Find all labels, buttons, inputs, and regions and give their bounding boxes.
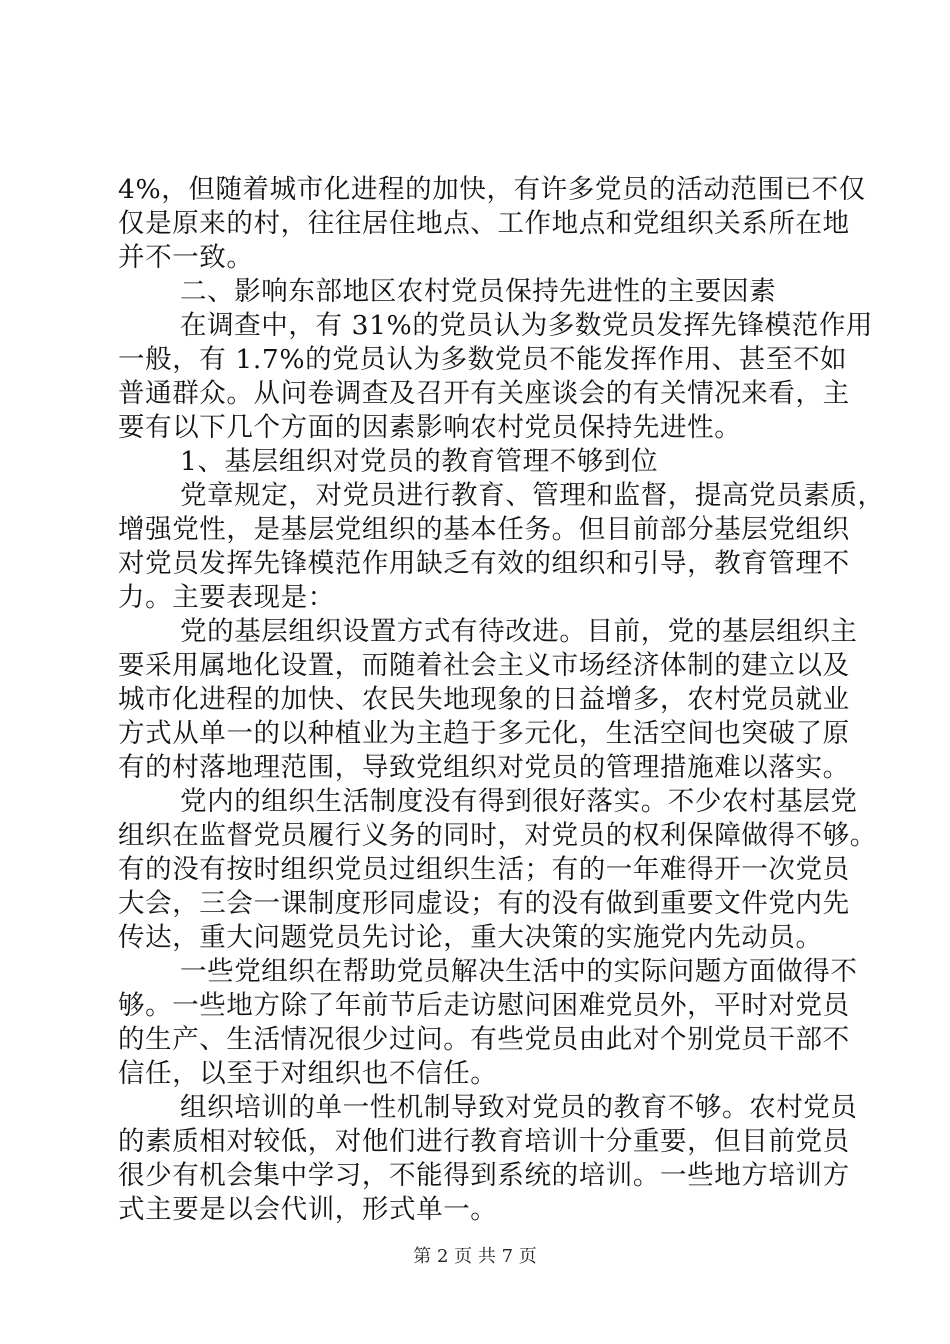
text-line-15: 要采用属地化设置，而随着社会主义市场经济体制的建立以及 [118, 650, 850, 681]
text-line-28: 组织培训的单一性机制导致对党员的教育不够。农村党员 [180, 1092, 858, 1123]
subsection-heading-1: 1、基层组织对党员的教育管理不够到位 [180, 446, 659, 477]
text-line-6: 一般，有 1.7%的党员认为多数党员不能发挥作用、甚至不如 [118, 344, 848, 375]
text-line-22: 大会，三会一课制度形同虚设；有的没有做到重要文件党内先 [118, 888, 850, 919]
text-line-11: 增强党性，是基层党组织的基本任务。但目前部分基层党组织 [118, 514, 850, 545]
text-line-24: 一些党组织在帮助党员解决生活中的实际问题方面做得不 [180, 956, 858, 987]
text-line-21: 有的没有按时组织党员过组织生活；有的一年难得开一次党员 [118, 854, 850, 885]
text-line-26: 的生产、生活情况很少过问。有些党员由此对个别党员干部不 [118, 1024, 850, 1055]
text-line-30: 很少有机会集中学习，不能得到系统的培训。一些地方培训方 [118, 1160, 850, 1191]
text-line-27: 信任，以至于对组织也不信任。 [118, 1058, 498, 1089]
text-line-2: 仅是原来的村，往往居住地点、工作地点和党组织关系所在地 [118, 208, 850, 239]
text-line-25: 够。一些地方除了年前节后走访慰问困难党员外，平时对党员 [118, 990, 850, 1021]
text-line-18: 有的村落地理范围，导致党组织对党员的管理措施难以落实。 [118, 752, 850, 783]
section-heading: 二、影响东部地区农村党员保持先进性的主要因素 [180, 276, 777, 307]
text-line-7: 普通群众。从问卷调查及召开有关座谈会的有关情况来看，主 [118, 378, 850, 409]
text-line-13: 力。主要表现是： [118, 582, 335, 613]
text-line-12: 对党员发挥先锋模范作用缺乏有效的组织和引导，教育管理不 [118, 548, 850, 579]
text-line-1: 4%，但随着城市化进程的加快，有许多党员的活动范围已不仅 [118, 174, 866, 205]
text-line-10: 党章规定，对党员进行教育、管理和监督，提高党员素质， [180, 480, 885, 511]
text-line-16: 城市化进程的加快、农民失地现象的日益增多，农村党员就业 [118, 684, 850, 715]
text-line-17: 方式从单一的以种植业为主趋于多元化，生活空间也突破了原 [118, 718, 850, 749]
text-line-29: 的素质相对较低，对他们进行教育培训十分重要，但目前党员 [118, 1126, 850, 1157]
text-line-23: 传达，重大问题党员先讨论，重大决策的实施党内先动员。 [118, 922, 823, 953]
text-line-8: 要有以下几个方面的因素影响农村党员保持先进性。 [118, 412, 742, 443]
text-line-20: 组织在监督党员履行义务的同时，对党员的权利保障做得不够。 [118, 820, 877, 851]
text-line-14: 党的基层组织设置方式有待改进。目前，党的基层组织主 [180, 616, 858, 647]
text-line-19: 党内的组织生活制度没有得到很好落实。不少农村基层党 [180, 786, 858, 817]
page-footer: 第 2 页 共 7 页 [413, 1246, 537, 1267]
text-line-3: 并不一致。 [118, 242, 254, 273]
text-line-5: 在调查中，有 31%的党员认为多数党员发挥先锋模范作用 [180, 310, 874, 341]
text-line-31: 式主要是以会代训，形式单一。 [118, 1194, 498, 1225]
